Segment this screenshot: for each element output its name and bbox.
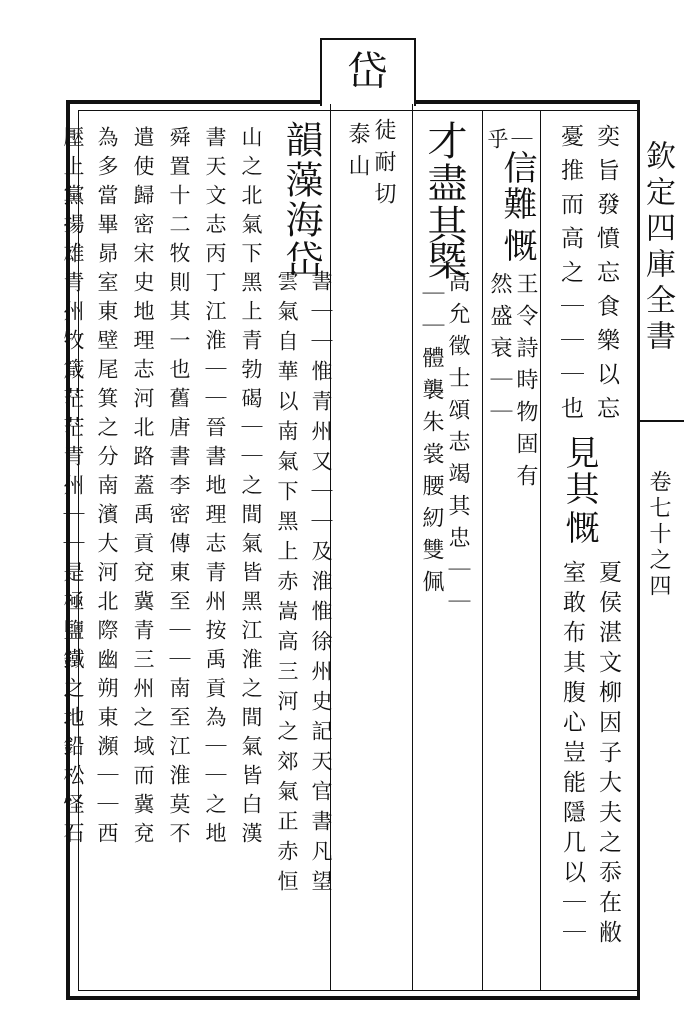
frame-top-left: [68, 100, 320, 104]
frame-bottom-inner: [78, 990, 638, 991]
volume-label: 卷七十之四: [646, 470, 671, 600]
series-title: 欽定四庫全書: [640, 140, 675, 356]
text-col-15: 舜置十二牧則其一也舊唐書李密傳東至｜｜南至江淮莫不: [167, 126, 191, 851]
text-col-6: 室敢布其腹心豈能隱几以｜｜: [559, 560, 585, 950]
text-col-16: 遣使歸密宋史地理志河北路蓋禹貢兗冀青三州之域而冀兗: [131, 126, 155, 851]
text-col-8-note: ｜｜體襲朱裳腰紉雙佩: [419, 282, 444, 602]
text-col-2: 憂推而高之｜｜｜也: [557, 124, 583, 430]
frame-top-inner: [78, 110, 638, 111]
text-col-11-note: 書｜｜惟青州又｜｜及淮惟徐州史記天官書凡望: [309, 270, 333, 900]
margin-divider: [640, 420, 684, 422]
text-col-7-head2: 槩: [421, 240, 467, 282]
text-col-4-start: 乎: [485, 128, 509, 155]
text-col-11-head: 韻藻海岱: [279, 120, 323, 280]
text-col-7-head: 才盡其: [421, 120, 467, 246]
text-col-10: 泰山: [345, 122, 370, 186]
text-col-2-head2: 慨: [559, 510, 599, 546]
text-col-17: 為多當畢昴室東壁尾箕之分南濱大河北際幽朔東瀕｜｜西: [95, 126, 119, 851]
text-col-14: 書天文志丙丁江淮｜｜晉書地理志青州按禹貢為｜｜之地: [203, 126, 227, 851]
separator-3: [412, 104, 413, 990]
text-col-2-head: 見其: [559, 435, 599, 507]
text-col-13: 山之北氣下黑上青勃碣｜｜之間氣皆黑江淮之間氣皆白漢: [239, 126, 263, 851]
separator-1: [540, 110, 541, 990]
text-col-1: 奕旨發憤忘食樂以忘: [593, 124, 619, 430]
text-col-4-note: 然盛衰｜｜: [487, 272, 512, 432]
tab-heading: 岱: [341, 50, 387, 92]
text-col-5: 夏侯湛文柳因子大夫之忝在敝: [595, 560, 621, 950]
text-col-3-head2: 慨: [497, 228, 537, 264]
frame-bottom: [66, 996, 640, 1000]
text-col-7-note: 高允徵士頌志竭其忠｜｜: [445, 270, 470, 622]
text-col-12: 雲氣自華以南氣下黑上赤嵩高三河之郊氣正赤恒: [275, 270, 299, 900]
text-col-3-head: 信難: [497, 150, 537, 222]
frame-top-right: [412, 100, 640, 104]
text-col-3-note: 王令詩時物固有: [513, 272, 538, 496]
text-col-9: 徒耐切: [371, 118, 396, 214]
separator-2: [482, 110, 483, 990]
text-col-18: 壓上黨揚雄青州牧箴茫茫青州｜｜是極鹽鐵之地鉛松怪石: [61, 126, 85, 851]
text-col-3-mark: ｜: [509, 128, 533, 155]
